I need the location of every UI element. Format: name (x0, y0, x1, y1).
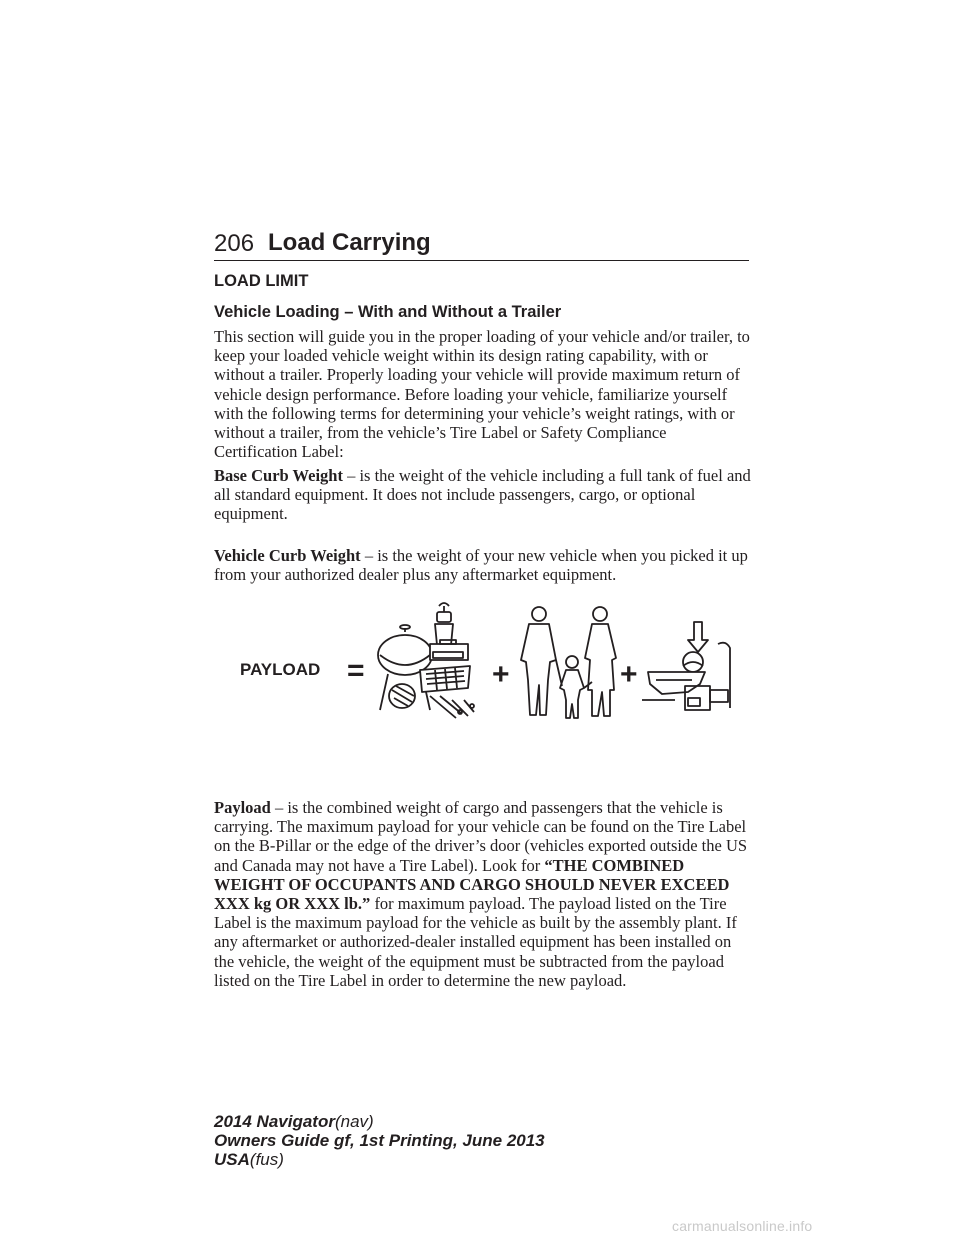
sub-heading: Vehicle Loading – With and Without a Trailer (214, 303, 562, 321)
equals-sign: = (347, 654, 365, 687)
payload-paragraph (214, 798, 754, 990)
payload-definition-part-1: – is the combined weight of cargo and passengers that the vehicle is carrying. The maximum payload for your vehicle can be found on the Tire Label on the B-Pillar or the edge of the driver’s door (vehicles exported outside the US and Canada may not have a Tire Label). Look for (214, 798, 748, 875)
page-number: 206 (214, 230, 255, 257)
term-vehicle-curb-weight: Vehicle Curb Weight (214, 546, 361, 565)
footer-model-code: (nav) (334, 1112, 374, 1131)
payload-definition-part-2: for maximum payload. The payload listed on the Tire Label is the maximum payload for the vehicle as built by the assembly plant. If any aftermarket or authorized-dealer installed equipment has been installed on the vehicle, the weight of the equipment must be subtracted from the payload listed on the Tire Label in order to determine the new payload. (214, 894, 737, 990)
footer-model: 2014 Navigator (214, 1112, 335, 1131)
vehicle-curb-weight-paragraph (214, 546, 754, 584)
hitch-equipment-icon (642, 622, 730, 710)
plus-sign-2: + (620, 658, 638, 691)
footer-line-printing (214, 1131, 545, 1151)
footer-region-code: (fus) (249, 1150, 284, 1169)
footer-printing: Owners Guide gf, 1st Printing, June 2013 (214, 1131, 545, 1150)
section-heading: LOAD LIMIT (214, 272, 309, 290)
watermark: carmanualsonline.info (672, 1218, 813, 1234)
page-title: Load Carrying (268, 229, 431, 256)
term-payload: Payload (214, 798, 271, 817)
header-rule (214, 260, 749, 261)
base-curb-weight-definition: – is the weight of the vehicle including a full tank of fuel and all standard equipment. It does not include passengers, cargo, or optional equipment. (214, 466, 751, 524)
vehicle-curb-weight-definition: – is the weight of your new vehicle when you picked it up from your authorized dealer plus any aftermarket equipment. (214, 546, 748, 585)
footer-line-model (214, 1112, 374, 1132)
passengers-icon (521, 607, 616, 718)
footer-line-region (214, 1150, 284, 1170)
payload-label-quote: “THE COMBINED WEIGHT OF OCCUPANTS AND CARGO SHOULD NEVER EXCEED XXX kg OR XXX lb.” (214, 855, 730, 914)
payload-label: PAYLOAD (240, 660, 321, 679)
base-curb-weight-paragraph (214, 466, 754, 524)
cargo-icon (378, 603, 474, 718)
term-base-curb-weight: Base Curb Weight (214, 466, 343, 485)
footer-region: USA (214, 1150, 250, 1169)
payload-illustration (230, 600, 740, 730)
intro-paragraph: This section will guide you in the proper loading of your vehicle and/or trailer, to keep your loaded vehicle weight within its design rating capability, with or without a trailer. Properly loading your vehicle will provide maximum return of vehicle design performance. Before loading your vehicle, familiarize yourself with the following terms for determining your vehicle’s weight ratings, with or without a trailer, from the vehicle’s Tire Label or Safety Compliance Certification Label: (214, 327, 750, 462)
plus-sign-1: + (492, 658, 510, 691)
